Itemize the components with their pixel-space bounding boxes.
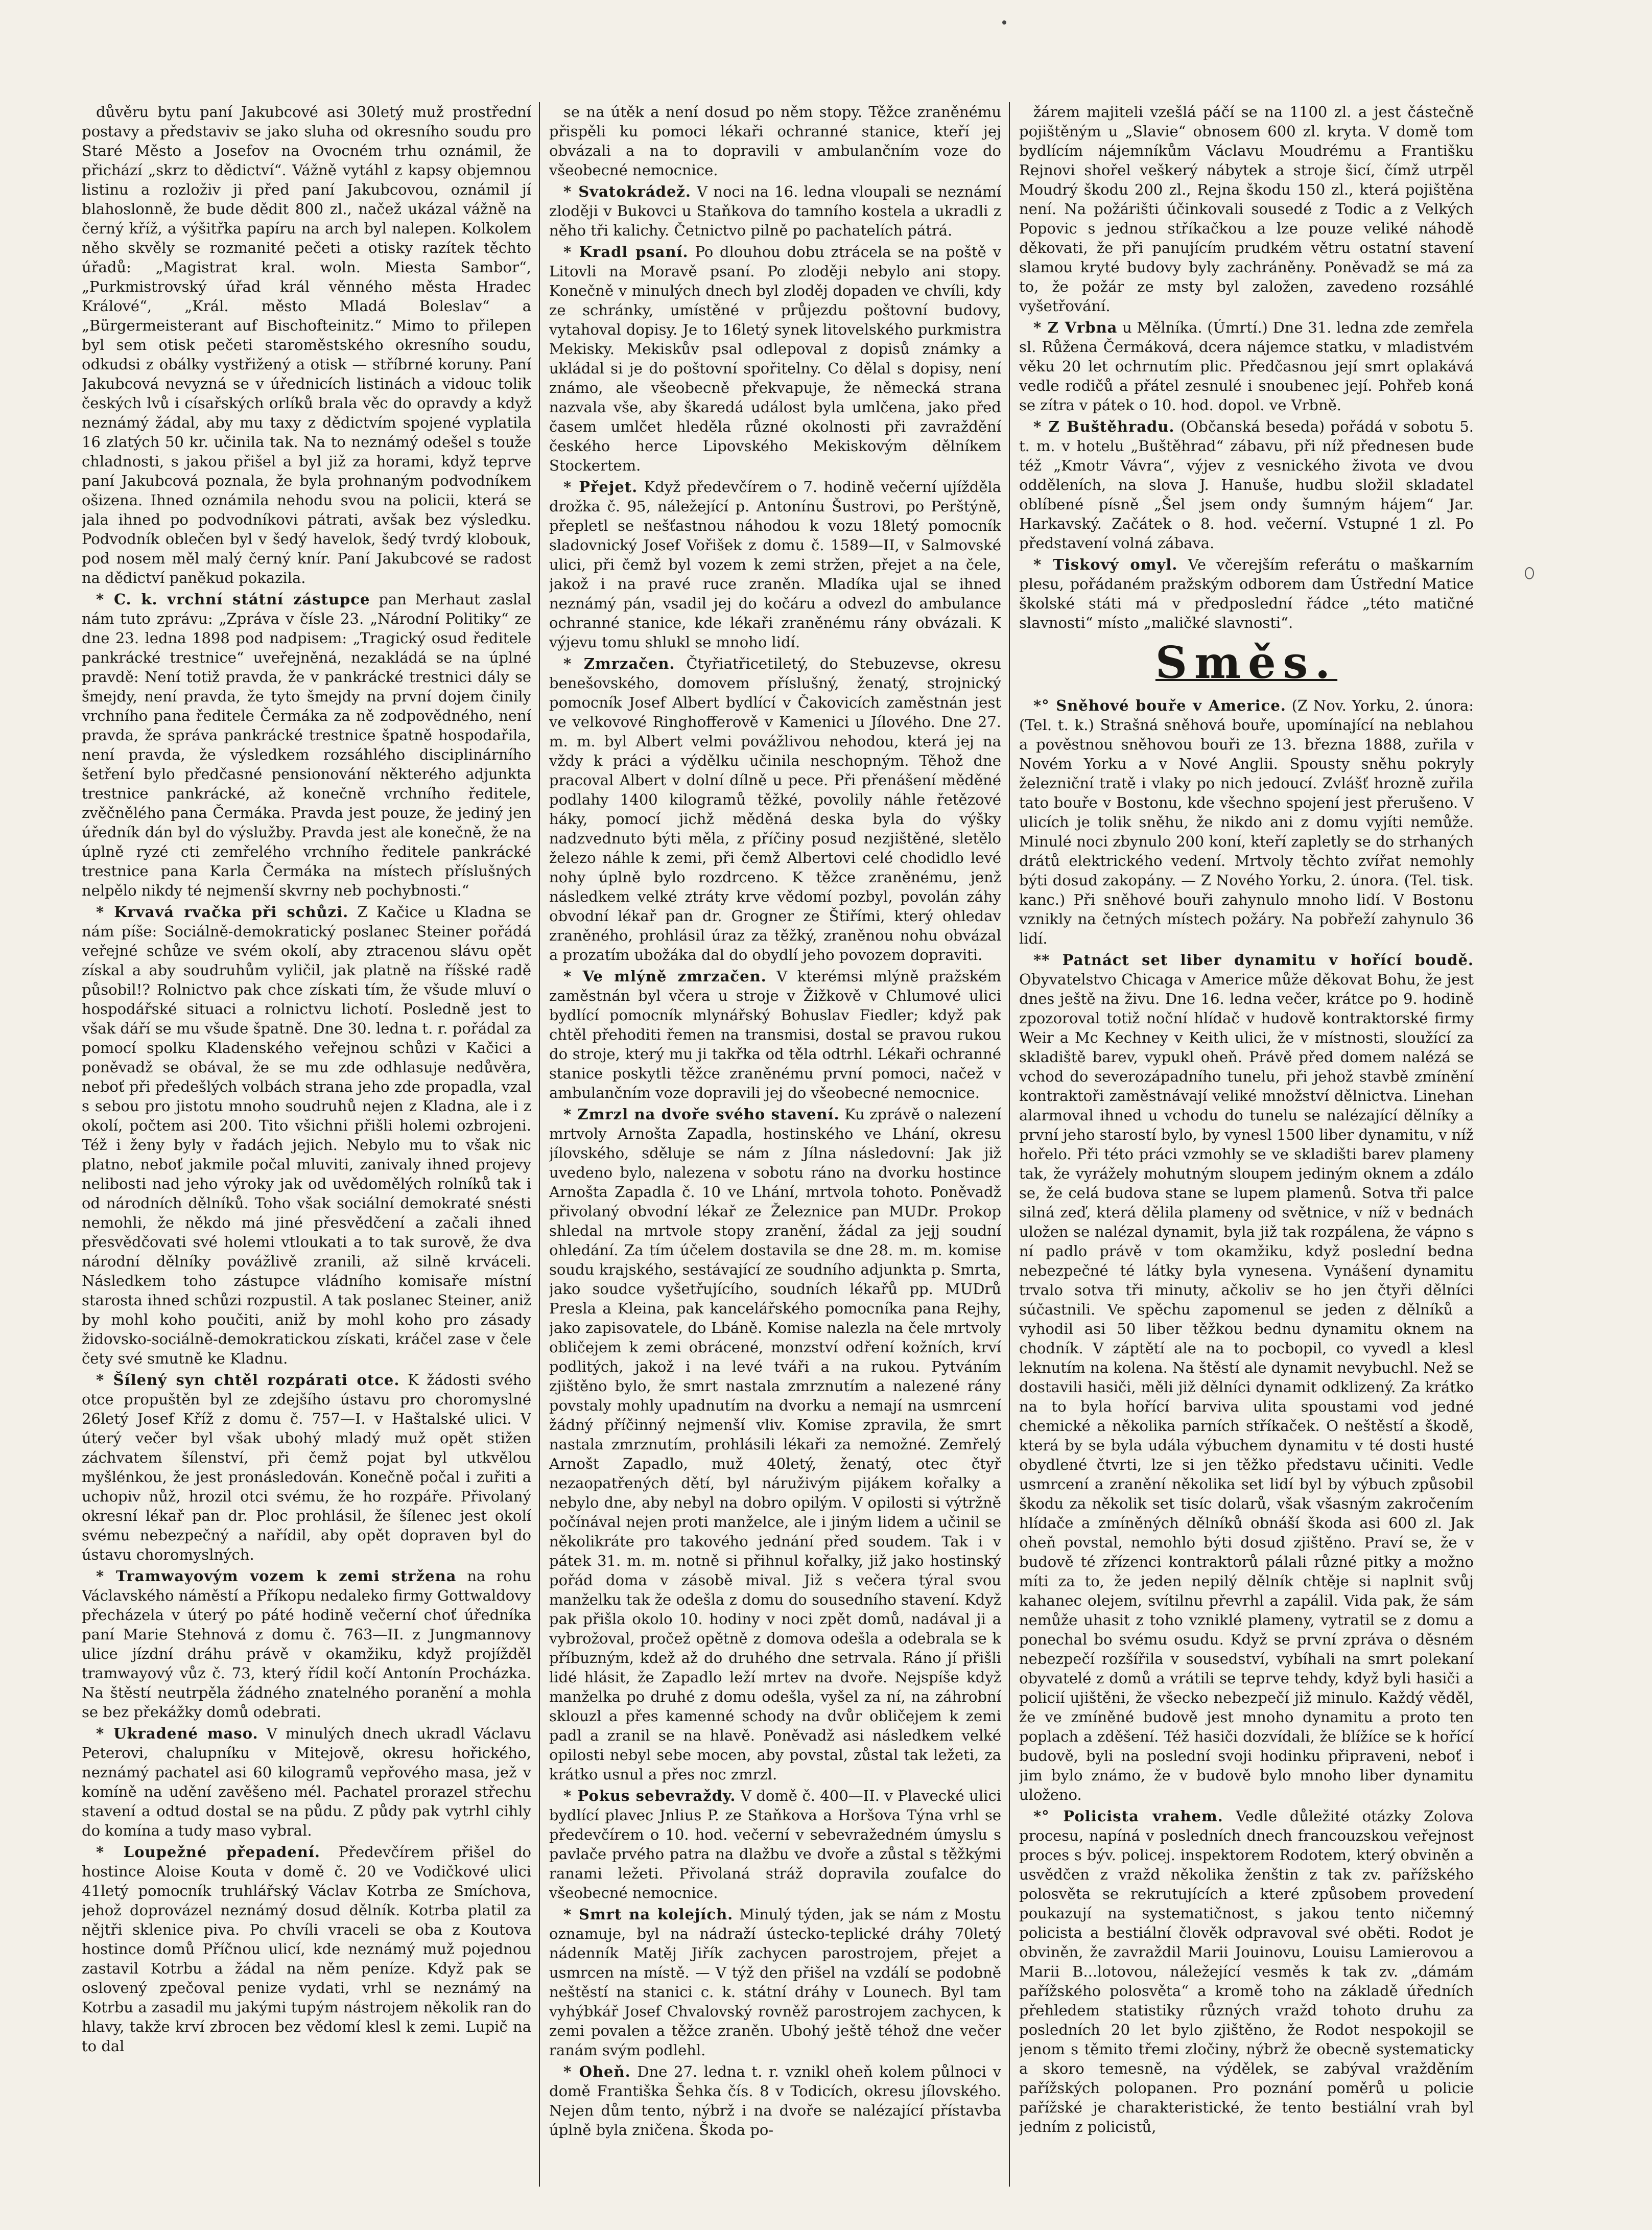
article-headline: * Smrt na kolejích.	[563, 1906, 734, 1923]
article	[1019, 950, 1474, 1804]
section-heading: Směs.	[1155, 637, 1338, 689]
article	[82, 902, 531, 1368]
article	[1019, 1806, 1474, 2137]
article-headline: *° Sněhové bouře v Americe.	[1033, 697, 1286, 714]
article-body: u Mělníka. (Úmrtí.) Dne 31. ledna zde zemřela sl. Růžena Čermáková, dcera nájemce statku, v mladistvém věku 20 let ochrnutím plic. Předčasnou její smrt oplakává vedle rodičů a přátel zesnulé i snoubenec její. Pohřeb koná se zítra v pátek o 10. hod. dopol. ve Vrbně.	[1019, 319, 1474, 414]
article-headline: ** Patnáct set liber dynamitu v hořící boudě.	[1033, 951, 1474, 969]
article	[1019, 102, 1474, 316]
article-headline: * Z Vrbna	[1033, 319, 1118, 336]
article	[549, 1105, 1001, 1784]
column-rule	[1009, 102, 1010, 2187]
article-body: Čtyřiatřicetiletý, do Stebuzevse, okresu benešovského, domovem příslušný, ženatý, strojnický pomocník Josef Albert bydlící v Čakovicích zaměstnán jest ve velkovové Ringhofferově v Kamenici u Jílového. Dne 27. m. m. byl Albert velmi povážlivou nehodou, která jej na vždy k práci a výdělku učinila neschopným. Těhož dne pracoval Albert v dolní dílně u pece. Při přenášení měděné podlahy 1400 kilogramů těžké, povolily náhle řetězové háky, pomocí jichž měděná deska byla do výšky nadzvednuto býti měla, z příčiny posud nezjištěné, sletělo železo náhle k zemi, při čemž Albertovi celé chodidlo levé nohy úplně bylo rozdrceno. K těžce zraněnému, jenž následkem velké ztráty krve vědomí pozbyl, povolán záhy obvodní lékař pan dr. Grogner ze Štiřími, který ohledav zraněného, prohlásil úraz za těžký, zraněnou nohu obvázal a prozatím ubožáka dal do obydlí jeho povozem dopraviti.	[549, 655, 1001, 964]
article-headline: * Ukradené maso.	[96, 1725, 258, 1742]
article-headline: * Pokus sebevraždy.	[563, 1787, 736, 1804]
article-body: Minulý týden, jak se nám z Mostu oznamuje, byl na nádraží ústecko-teplické dráhy 70letý nádenník Matěj Jiřík zachycen parostrojem, přejet a usmrcen na místě. — V týž den přišel na vzdálí se podobně neštěstí na stanici c. k. státní dráhy v Lounech. Byl tam vyhýbkář Josef Chvalovský rovněž parostrojem zachycen, k zemi povalen a těžce zraněn. Ubohý ještě téhož dne večer ranám svým podlehl.	[549, 1906, 1001, 2059]
article-headline: * Z Buštěhradu.	[1033, 418, 1175, 435]
article	[549, 182, 1001, 240]
article	[549, 1905, 1001, 2060]
article-headline: * Přejet.	[563, 478, 638, 496]
article-body: Z Kačice u Kladna se nám píše: Sociálně-demokratický poslanec Steiner pořádá veřejné schůze ve svém okolí, aby ztracenou slávu opět získal a aby soudruhům vyličil, jak platně na říšské radě působil!? Rolnictvo pak chce získati tím, že všude mluví o hospodářské situaci a rolnictvu lichotí. Posledně jest to však dáří se mu všude špatně. Dne 30. ledna t. r. pořádal za pomocí spolku Kladenského veřejnou schůzi v Kačici a poněvadž se obával, že se mu zde odhlasuje nedůvěra, neboť při předešlých volbách strana jeho zde propadla, vzal s sebou pro jistotu mnoho soudruhů nejen z Kladna, ale i z okolí, počtem asi 200. Tito všichni přišli holemi ozbrojeni. Též i ženy byly v řadách jejich. Nebylo mu to však nic platno, neboť jakmile počal mluviti, zanivaly ihned projevy nelibosti nad jeho výroky jak od uvědomělých rolníků tak i od národních dělníků. Toho však sociální demokraté snésti nemohli, že někdo má jiné přesvědčení a začali ihned přesvědčovati své holemi vtloukati a to tak surově, že dva národní dělníky povážlivě zranili, až silně krváceli. Následkem toho zástupce vládního komisaře místní starosta ihned schůzi rozpustil. A tak poslanec Steiner, aniž by mohl koho poučiti, aniž by mohl koho pro zásady židovsko-sociálně-demokratickou získati, kráčel zase v čele čety své smutně ke Kladnu.	[82, 903, 531, 1367]
article	[82, 590, 531, 900]
article	[549, 477, 1001, 652]
article	[1019, 696, 1474, 948]
article	[82, 102, 531, 588]
article-headline: * Ve mlýně zmrzačen.	[563, 968, 767, 985]
article-body: Po dlouhou dobu ztrácela se na poště v Litovli na Moravě psaní. Po zloději nebylo ani stopy. Konečně v minulých dnech byl zloděj dopaden ve chvíli, kdy ze schránky, umístěné v průjezdu poštovní budovy, vytahoval dopisy. Je to 16letý synek litovelského purkmistra Mekisky. Mekiskův psal odlepoval z dopisů známky a ukládal si je do poštovní spořitelny. Co dělal s dopisy, není známo, ale všeobecně překvapuje, že německá strana nazvala vše, aby škaredá událost byla umlčena, jako před časem umlčet hleděla různé okolnosti při zavraždění českého herce Lipovského Mekiskovým dělníkem Stockertem.	[549, 243, 1001, 474]
article	[1019, 417, 1474, 553]
article	[549, 102, 1001, 180]
article-body: (Občanská beseda) pořádá v sobotu 5. t. m. v hotelu „Buštěhrad“ zábavu, při níž přednesen bude též „Kmotr Vávra“, výjev z vesnického života ve dvou odděleních, na slova J. Hanuše, hudbu složil skladatel oblíbené písně „Šel jsem ondy šumným hájem“ Jar. Harkavský. Začátek o 8. hod. večerní. Vstupné 1 zl. Po představení volná zábava.	[1019, 418, 1474, 552]
article-headline: * Krvavá rvačka při schůzi.	[96, 903, 349, 921]
article	[82, 1724, 531, 1840]
article	[549, 242, 1001, 475]
column-1	[82, 102, 531, 2187]
article-headline: * Svatokrádež.	[563, 183, 691, 200]
article	[1019, 318, 1474, 415]
article-body: pan Merhaut zaslal nám tuto zprávu: „Zpráva v čísle 23. „Národní Politiky“ ze dne 23. ledna 1898 pod nadpisem: „Tragický osud ředitele pankrácké trestnice“ uveřejněná, nezakládá se na úplné pravdě: Není totiž pravda, že v pankrácké trestnici dály se šmejdy, není pravda, že tyto šmejdy na první dojem činily vrchního pana ředitele Čermáka za ně zodpovědného, není pravda, že správa pankrácké trestnice špatně hospodařila, není pravda, že výsledkem rozsáhlého disciplinárního šetření bylo předčasné pensionování některého adjunkta trestnice pankrácké, až konečně vrchního ředitele, zvěčnělého pana Čermáka. Pravda jest pouze, že jediný jen úředník dán byl do výslužby. Pravda jest ale konečně, že na úplně ryzé cti zemřelého vrchního ředitele pankrácké trestnice pana Karla Čermáka na místech příslušných nelpělo nikdy té nejmenší skvrny neb pochybnosti.“	[82, 591, 531, 899]
ink-dot	[1002, 20, 1006, 25]
article	[1019, 555, 1474, 632]
article-body: Předevčírem přišel do hostince Aloise Kouta v domě č. 20 ve Vodičkové ulici 41letý pomocník truhlářský Václav Kotrba ze Smíchova, jehož doprovázel neznámý dosud dělník. Kotrba platil za nějtři sklenice piva. Po chvíli vraceli se oba z Koutova hostince domů Příčnou ulicí, kde neznámý muž pojednou zastavil Kotrbu a žádal na něm peníze. Když pak se oslovený zpečoval penize vydati, vrhl se neznámý na Kotrbu a zasadil mu jakými tupým nástrojem několik ran do hlavy, takže krví zbrocen bez vědomí klesl k zemi. Lupič na to dal	[82, 1843, 531, 2055]
column-rule	[539, 102, 540, 2187]
article-body: K žádosti svého otce propuštěn byl ze zdejšího ústavu pro choromyslné 26letý Josef Kříž z domu č. 757—I. v Haštalské ulici. V úterý večer byl však ubohý mladý muž opět stižen záchvatem šílenství, při čemž pojat byl utkvělou myšlénkou, že jest pronásledován. Konečně počal i zuřiti a uchopiv nůž, hrozil otci svému, že ho rozpáře. Přivolaný okresní lékař pan dr. Ploc prohlásil, že šílenec jest okolí svému nebezpečný a nařídil, aby opět dopraven byl do ústavu choromyslných.	[82, 1371, 531, 1563]
article-headline: * Tiskový omyl.	[1033, 556, 1178, 573]
article-body: na rohu Václavského náměstí a Příkopu nedaleko firmy Gottwaldovy přecházela v úterý po páté hodině večerní choť úředníka paní Marie Stehnová z domu č. 763—II. z Jungmannovy ulice jízdní dráhu právě v okamžiku, když projížděl tramwayový vůz č. 73, který řídil kočí Antonín Procházka. Na štěstí neutrpěla žádného znatelného poranění a mohla se bez překážky domů odebrati.	[82, 1567, 531, 1721]
column-2	[549, 102, 1001, 2187]
article-body: Ku zprávě o nalezení mrtvoly Arnošta Zapadla, hostinského ve Lhání, okresu jílovského, sděluje se nám z Jílna následovní: Jak již uvedeno bylo, nalezena v sobotu ráno na dvorku hostince Arnošta Zapadla č. 10 ve Lhání, mrtvola tohoto. Poněvadž přivolaný obvodní lékař ze Železnice pan MUDr. Prokop shledal na mrtvole stopy zranění, žádal za jejj soudní ohledání. Za tím účelem dostavila se dne 28. m. m. komise soudu krajského, sestávající ze soudního adjunkta p. Smrta, jako soudce vyšetřujícího, soudních lékařů pp. MUDrů Presla a Kleina, pak kancelářského pomocníka pana Rejhy, jako zapisovatele, do Lbáně. Komise nalezla na čele mrtvoly obličejem k zemi obrácené, monzství odření kožních, krví podlitých, jakož i na levé tváři a na rukou. Pytváním zjištěno bylo, že smrt nastala zmrznutím a nalezené rány povstaly mohly upadnutím na dvorku a nemají na usmrcení žádný příčinný nejmenší vliv. Komise zpravila, že smrt nastala zmrznutím, prohlásili lékaři za nemožné. Zemřelý Arnošt Zapadlo, muž 40letý, ženatý, otec čtyř nezaopatřených dětí, byl náruživým pijákem kořalky a nebylo dne, aby nebyl na dobro opilým. V opilosti si výtržně počínával nejen proti manželce, ale i jiným lidem a učinil se několikráte pro takového jednání před soudem. Tak i v pátek 31. m. m. notně si přihnul kořalky, již jako hostinský pořád doma v zásobě mival. Již s večera týral svou manželku tak že odešla z domu do sousedního stavení. Když pak přišla okolo 10. hodiny v noci zpět domů, nadával ji a vybrožoval, pročež opětně z domova odešla a odebrala se k příbuzným, kdež až do druhého dne setrvala. Ráno jí přišli lidé hlásit, že Zapadlo leží mrtev na dvoře. Nejspíše když manželka po druhé z domu odešla, vyšel za ní, na záhrobní sklouzl a přes kamenné schody na dvůr obličejem k zemi padl a zranil se na hlavě. Poněvadž asi následkem velké opilosti nebyl sebe mocen, aby povstal, zůstal tak ležeti, za krátko usnul a přes noc zmrzl.	[549, 1106, 1001, 1783]
article-body: Vedle důležité otázky Zolova procesu, napíná v posledních dnech francouzskou veřejnost proces s býv. policej. inspektorem Rodotem, který obviněn a usvědčen z vražd několika ženštin z tak zv. pařížského polosvěta se rekrutujících a které způsobem provedení poukazují na systematičnost, s jakou tento ničemný policista a bestiální člověk odpravoval své oběti. Rodot je obviněn, že zavraždil Marii Jouinovu, Louisu Lamierovou a Marii B...lotovou, náležející vesměs k tak zv. „dámám pařížského polosvěta“ a kromě toho na základě úředních přehledem statistiky různých vražd tohoto druhu za posledních 20 let bylo zjištěno, že Rodot nespokojil se jenom s těmito třemi zločiny, nýbrž že obecně systematicky a skoro temesně, na výdělek, se zabýval vražděním pařížských polopanen. Pro poznání poměrů u policie pařížské je charakteristické, že tento bestiální vrah byl jedním z policistů,	[1019, 1808, 1474, 2135]
article-body: V domě č. 400—II. v Plavecké ulici bydlící plavec Jnlius P. ze Staňkova a Horšova Týna vrhl se předevčírem o 10. hod. večerní v sebevražedném úmyslu s pavlače prvého patra na dlažbu ve dvoře a zůstal s těžkými ranami ležeti. Přivolaná stráž dopravila zoufalce do všeobecné nemocnice.	[549, 1787, 1001, 1902]
article-body: (Z Nov. Yorku, 2. února: (Tel. t. k.) Strašná sněhová bouře, upomínající na neblahou a pověstnou sněhovou bouři ze 13. března 1888, zuřila v Novém Yorku a v Nové Anglii. Spousty sněhu pokryly železniční tratě i vlaky po nich jedoucí. Zvlášť hrozně zuřila tato bouře v Bostonu, kde všechno spojení jest přerušeno. V ulicích je tolik sněhu, že nikdo ani z domu vyjíti nemůže. Minulé noci zbynulo 200 koní, kteří zapletly se do strhaných drátů elektrického vedení. Mrtvoly těchto zvířat nemohly býti dosud zakopány. — Z Nového Yorku, 2. února. (Tel. tisk. kanc.) Při sněhové bouři zahynulo mnoho lidí. V Bostonu vznikly na četných místech požáry. Na pobřeží zahynulo 36 lidí.	[1019, 697, 1474, 947]
article-body: žárem majiteli vzešlá páčí se na 1100 zl. a jest částečně pojištěným u „Slavie“ obnosem 600 zl. kryta. V domě tom bydlícím nájemníkům Václavu Moudrému a Františku Rejnovi shořel veškerý nábytek a stroje šicí, čímž utrpěl Moudrý škodu 200 zl., Rejna škodu 150 zl., která pojištěna není. Na požárišti účinkovali sousedé z Todic a z Velkých Popovic s jednou stříkačkou a lze pouze veliké náhodě děkovati, že při panujícím prudkém větru ostatní stavení slamou kryté budovy byly zachráněny. Poněvadž se má za to, že požár ze msty byl založen, zavedeno rozsáhlé vyšetřování.	[1019, 103, 1474, 315]
article-body: Ve včerejším referátu o maškarním plesu, pořádaném pražským odborem dam Ústřední Matice školské státi má v předposlední řádce „této matičné slavnosti“ místo „maličké slavnosti“.	[1019, 556, 1474, 631]
column-3	[1019, 102, 1474, 2187]
article-headline: * C. k. vrchní státní zástupce	[96, 591, 370, 608]
article-body: V minulých dnech ukradl Václavu Peterovi, chalupníku v Mitejově, okresu hořického, neznámý pachatel asi 60 kilogramů vepřového masa, jež v komíně na udění zavěšeno mél. Pachatel prorazel střechu stavení a odtud dostal se na půdu. Z půdy pak vytrhl cihly do komína a tudy maso vybral.	[82, 1725, 531, 1839]
article-headline: * Zmrzl na dvoře svého stavení.	[563, 1106, 840, 1123]
article-headline: * Oheň.	[563, 2063, 631, 2080]
article	[549, 654, 1001, 965]
article-body: se na útěk a není dosud po něm stopy. Těžce zraněnému přispěli ku pomoci lékaři ochranné stanice, kteří jej obvázali a na to dopravili v ambulančním voze do všeobecné nemocnice.	[549, 103, 1001, 179]
article	[549, 1786, 1001, 1903]
article	[82, 1566, 531, 1722]
article-body: Když předevčírem o 7. hodině večerní ujížděla drožka č. 95, náležející p. Antonínu Šustrovi, po Perštýně, přepletl se nešťastnou náhodou k vozu 18letý pomocník sladovnický Josef Vořišek z domu č. 1589—II, v Salmovské ulici, při čemž byl vozem k zemi stržen, přejet a na čele, jakož i na pravé ruce zraněn. Mladíka ujal se ihned neznámý pán, vsadil jej do kočáru a odvezl do ambulance ochranné stanice, kde lékaři zraněnému rány obvázali. K výjevu tomu shlukl se mnoho lidí.	[549, 478, 1001, 651]
article-headline: * Šílený syn chtěl rozpárati otce.	[96, 1371, 400, 1389]
article-headline: * Tramwayovým vozem k zemi stržena	[96, 1567, 457, 1585]
article-body: Obyvatelstvo Chicaga v Americe může děkovat Bohu, že jest dnes ještě na živu. Dne 16. ledna večer, krátce po 9. hodině zpozoroval totiž noční hlídač v hudově kontraktorské firmy Weir a Mc Kechney v Keith ulici, že v místnosti, sloužící za skladiště barev, vypukl oheň. Právě před domem nalézá se vchod do severozápadního tunelu, při jehož stavbě zmínění kontraktoři zaměstnávají veliké množství dělnictva. Linehan alarmoval ihned u vchodu do tunelu se nalézající dělníky a první jeho starostí bylo, by vynesl 1500 liber dynamitu, v níž hořelo. Při této práci vzmohly se ve skladišti barev plameny tak, že vyrážely mohutným sloupem jediným oknem a zdálo se, že celá budova stane se lupem plamenů. Sotva tři palce silná zeď, která dělila plameny od světnice, v níž v bednách uložen se nalézal dynamit, byla již tak rozpálena, že vápno s ní padlo právě v tom okamžiku, když poslední bedna nebezpečné té látky byla vynesena. Vynášení dynamitu trvalo sotva tři minuty, ačkoliv se ho jen čtyři dělníci súčastnili. Ve spěchu zapomenul se jeden z dělníků a vyhodil asi 50 liber těžkou bednu dynamitu oknem na chodník. V záptětí ale na to pocbopil, co vyvedl a klesl leknutím na kolena. Na štěstí ale dynamit nevybuchl. Než se dostavili hasiči, měli již dělníci dynamit odklizený. Za krátko na to byla hořící barviva ulita spoustami vod jedné chemické a několika parních stříkaček. O neštěstí a škodě, která by se byla udála výbuchem dynamitu v té dosti husté obydlené čtvrti, lze si jen těžko představu učiniti. Vedle usmrcení a zranění několika set lidí byl by výbuch způsobil škodu za několik set tisíc dolarů, však všasným zakročením hlídače a zmíněných dělníků obnáší škoda asi 600 zl. Jak oheň povstal, nemohlo býti dosud zjištěno. Praví se, že v budově té zřízenci kontraktorů pálali různé pitky a možno míti za to, že jeden nepilý dělník chtěje si naplnit svůj kahanec olejem, svítilnu převrhl a zapálil. Vida pak, že sám nemůže uhasit z toho vzniklé plameny, vytratil se z domu a ponechal bo svému osudu. Když se první zpráva o děsném nebezpečí rozšířila v sousedství, vybíhali na smrt polekaní obyvatelé z domů a vrátili se teprve tehdy, když byli hasiči a policií ujištěni, že všecko nebezpečí již minulo. Každý věděl, že ve zmíněné budově jest mnoho dynamitu a proto ten poplach a zděšení. Též hasiči dozvídali, že blížíce se k hořící budově, byli na poslední svoji hodinku připraveni, neboť i jim bylo známo, že v budově bylo mnoho liber dynamitu uloženo.	[1019, 971, 1474, 1803]
article	[82, 1842, 531, 2056]
article-headline: * Kradl psaní.	[563, 243, 689, 261]
article-body: důvěru bytu paní Jakubcové asi 30letý muž prostřední postavy a představiv se jako sluha od okresního soudu pro Staré Město a Josefov na Ovocném trhu oznámil, že přichází „skrz to dědictví“. Vážně vytáhl z kapsy objemnou listinu a rozloživ ji před paní Jakubcovou, oznámil jí blahoslonně, že bude dědit 800 zl., načež ukázal vážně na černý kříž, a výšitřka papíru na arch byl nalepen. Kolkolem něho skvěly se rozmanité pečeti a otisky razítek těchto úřadů: „Magistrat kral. woln. Miesta Sambor“, „Purkmistrovský úřad král věnného města Hradec Králové“, „Král. město Mladá Boleslav“ a „Bürgermeisterant auf Bischofteinitz.“ Mimo to přilepen byl sem otisk pečeti staroměstského okresního soudu, odkudsi z obálky vystřižený a otisk — stříbrné koruny. Paní Jakubcová nevyzná se v úřednicích listinách a vidouc tolik českých lvů i císařských orlíků brala věc do opravdy a když neznámý žádal, aby mu taxy z dědictvím spojené vyplatila 16 zlatých 50 kr. učinila tak. Na to neznámý odešel s touže chladnosti, s jakou přišel a byl již za horami, když teprve paní Jakubcová poznala, že byla prohnaným podvodníkem ošizena. Ihned oznámila nehodu svou na policii, která se jala ihned po podvodníkovi pátrati, avšak bez výsledku. Podvodník oblečen byl v šedý havelok, šedý tvrdý klobouk, pod nosem měl malý černý knír. Paní Jakubcové se radost na dědictví paněkud pokazila.	[82, 103, 531, 586]
article-body: V noci na 16. ledna vloupali se neznámí zloději v Bukovci u Staňkova do tamního kostela a ukradli z něho tři kalichy. Četnictvo pilně po pachatelích pátrá.	[549, 183, 1001, 239]
article-headline: *° Policista vrahem.	[1033, 1808, 1223, 1825]
article-headline: * Loupežné přepadení.	[96, 1843, 320, 1861]
article-body: V kterémsi mlýně pražském zaměstnán byl včera u stroje v Žižkově v Chlumové ulici bydlící pomocník mlynářský Bohuslav Fiedler; když pak chtěl přehoditi řemen na transmisi, dostal se pravou rukou do stroje, který mu ji takřka od těla odtrhl. Lékaři ochranné stanice poskytli těžce zraněnému první pomoci, načež v ambulančním voze dopravili jej do všeobecné nemocnice.	[549, 968, 1001, 1101]
article-headline: * Zmrzačen.	[563, 655, 675, 672]
article	[549, 967, 1001, 1102]
paper-blemish	[1525, 567, 1534, 579]
article	[82, 1370, 531, 1564]
article-body: Dne 27. ledna t. r. vznikl oheň kolem půlnoci v domě Františka Šehka čís. 8 v Todicích, okresu jílovského. Nejen dům tento, nýbrž i na dvoře se nalézající přístavba úplně byla zničena. Škoda po-	[549, 2063, 1001, 2139]
article	[549, 2062, 1001, 2140]
